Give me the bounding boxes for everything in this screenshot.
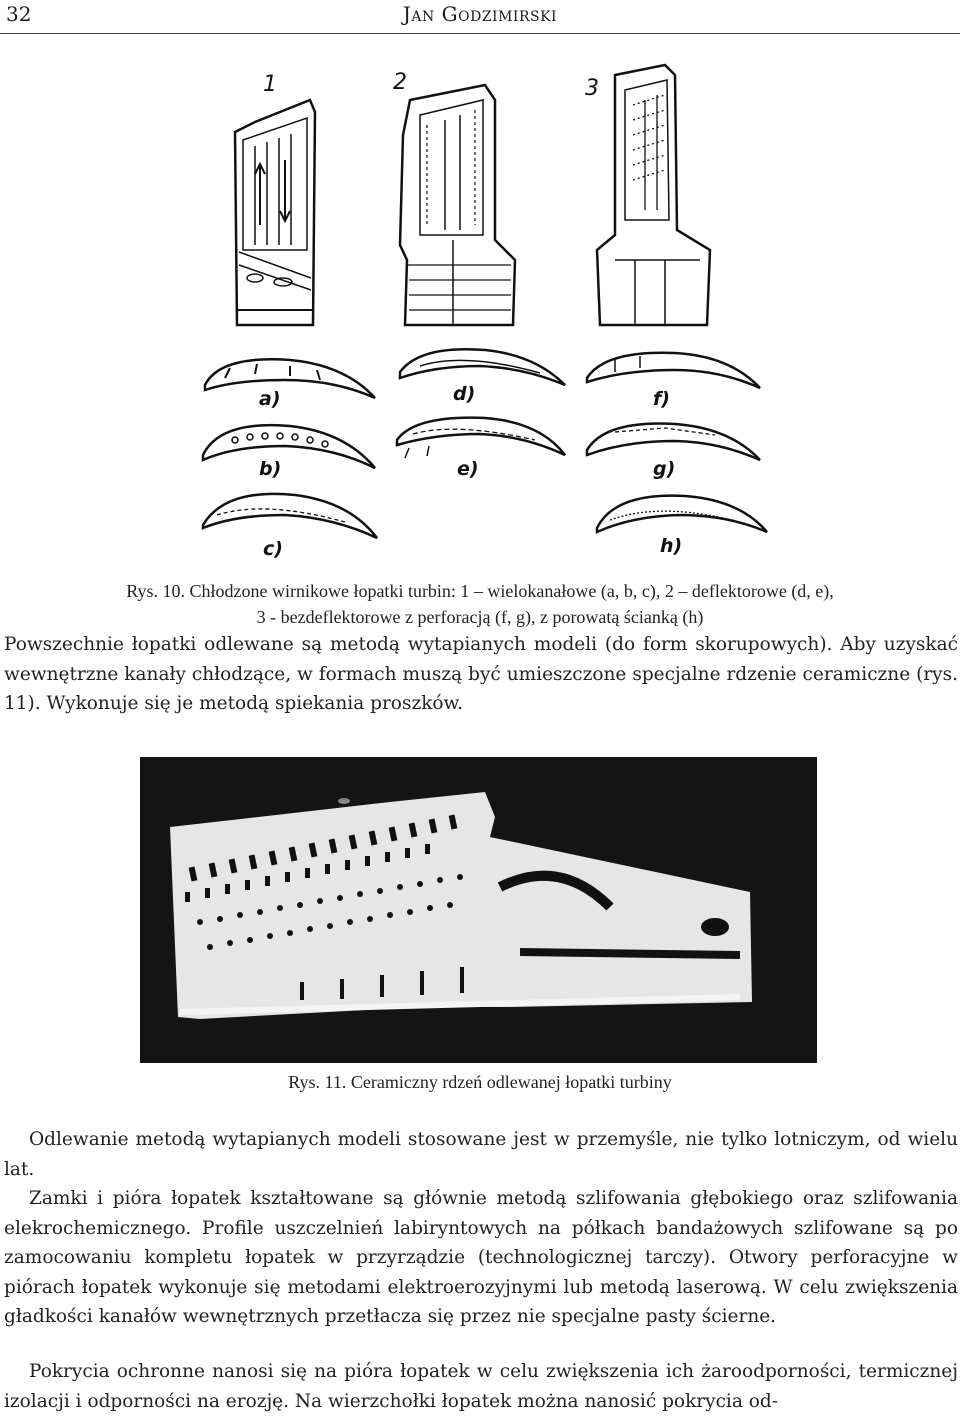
paragraph-4: Pokrycia ochronne nanosi się na pióra łopatek w celu zwiększenia ich żaroodporności, termicznej izolacji i odporności na erozję. Na wierzchołki łopatek można nanosić pokrycia od- bbox=[4, 1361, 958, 1412]
section-h bbox=[597, 496, 767, 532]
label-e: e) bbox=[457, 458, 479, 480]
section-c bbox=[203, 494, 377, 538]
section-g bbox=[587, 424, 760, 460]
page-number: 32 bbox=[6, 2, 32, 26]
label-h: h) bbox=[660, 535, 683, 557]
paragraph-3: Zamki i pióra łopatek kształtowane są głównie metodą szlifowania głębokiego oraz szlifowania elekrochemicznego. Profile uszczelnień labiryntowych na półkach bandażowych szlifowane są po zamocowaniu kompletu łopatek w przyrządzie (technologicznej tarczy). Otwory perforacyjne w piórach łopatek wykonuje się metodami elektroerozyjnymi lub metodą laserową. W celu zwiększenia gładkości kanałów wewnętrznych przetłacza się przez nie specjalne pasty ścierne. bbox=[4, 1188, 958, 1327]
running-head-author: Jan Godzimirski bbox=[402, 2, 558, 26]
figure-10-caption-line1: Rys. 10. Chłodzone wirnikowe łopatki turbin: 1 – wielokanałowe (a, b, c), 2 – deflektorowe (d, e), bbox=[126, 581, 834, 601]
page-header bbox=[0, 0, 960, 36]
blade-1-drawing bbox=[235, 100, 315, 325]
figure-10 bbox=[195, 60, 775, 560]
figure-10-caption-line2: 3 - bezdeflektorowe z perforacją (f, g), z porowatą ścianką (h) bbox=[256, 607, 704, 627]
blade-2-drawing bbox=[400, 85, 515, 325]
section-d bbox=[400, 349, 565, 385]
label-f: f) bbox=[653, 388, 670, 410]
label-g: g) bbox=[653, 458, 676, 480]
blade-3-drawing bbox=[597, 65, 710, 325]
blade-number-2: 2 bbox=[393, 70, 407, 95]
figure-11-photo bbox=[140, 757, 817, 1063]
figure-10-caption bbox=[0, 578, 960, 630]
label-b: b) bbox=[259, 458, 282, 480]
paragraph-2: Odlewanie metodą wytapianych modeli stosowane jest w przemyśle, nie tylko lotniczym, od wielu lat. bbox=[4, 1129, 958, 1180]
header-rule bbox=[0, 33, 960, 34]
section-f bbox=[587, 353, 760, 388]
blade-number-3: 3 bbox=[585, 76, 599, 101]
section-b bbox=[203, 425, 375, 468]
label-a: a) bbox=[259, 388, 281, 410]
section-e bbox=[397, 418, 565, 458]
blade-drawings bbox=[195, 60, 775, 560]
section-a bbox=[205, 359, 375, 398]
figure-11-caption: Rys. 11. Ceramiczny rdzeń odlewanej łopatki turbiny bbox=[288, 1072, 672, 1092]
paragraph-1: Powszechnie łopatki odlewane są metodą wytapianych modeli (do form skorupowych). Aby uzyskać wewnętrzne kanały chłodzące, w formach muszą być umieszczone specjalne rdzenie ceramiczne (rys. 11). Wykonuje się je metodą spiekania proszków. bbox=[4, 634, 958, 714]
blade-number-1: 1 bbox=[263, 72, 277, 97]
label-d: d) bbox=[453, 383, 476, 405]
label-c: c) bbox=[263, 538, 283, 560]
ceramic-core-image bbox=[140, 757, 817, 1063]
